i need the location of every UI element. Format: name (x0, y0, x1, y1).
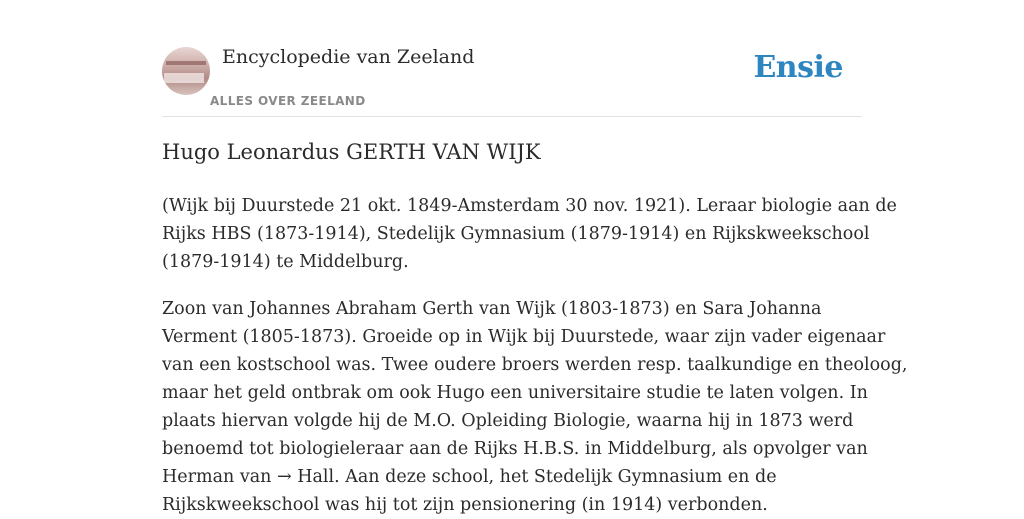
article-title: Hugo Leonardus GERTH VAN WIJK (162, 140, 541, 164)
paragraph-line: (Wijk bij Duurstede 21 okt. 1849-Amsterdam 30 nov. 1921). Leraar biologie aan de (162, 196, 897, 216)
paragraph-line: Zoon van Johannes Abraham Gerth van Wijk (1803-1873) en Sara Johanna (162, 299, 822, 319)
paragraph-line: Rijkskweekschool was hij tot zijn pensionering (in 1914) verbonden. (162, 495, 768, 515)
paragraph-line: van een kostschool was. Twee oudere broers werden resp. taalkundige en theoloog, (162, 355, 908, 375)
site-avatar[interactable] (162, 47, 210, 95)
paragraph-line: Verment (1805-1873). Groeide op in Wijk bij Duurstede, waar zijn vader eigenaar (162, 327, 886, 347)
article-paragraph-1 (162, 192, 897, 276)
site-header (162, 0, 862, 117)
article-paragraph-2 (162, 295, 908, 519)
paragraph-line-with-link[interactable]: Herman van → Hall. Aan deze school, het Stedelijk Gymnasium en de (162, 467, 777, 487)
paragraph-line: Rijks HBS (1873-1914), Stedelijk Gymnasium (1879-1914) en Rijkskweekschool (162, 224, 870, 244)
paragraph-line: benoemd tot biologieleraar aan de Rijks H.B.S. in Middelburg, als opvolger van (162, 439, 868, 459)
page-container (162, 0, 908, 515)
avatar-image-detail (166, 61, 206, 65)
paragraph-line: (1879-1914) te Middelburg. (162, 252, 409, 272)
ensie-logo-link[interactable]: Ensie (753, 50, 843, 85)
paragraph-line: maar het geld ontbrak om ook Hugo een universitaire studie te laten volgen. In (162, 383, 868, 403)
paragraph-line: plaats hiervan volgde hij de M.O. Opleiding Biologie, waarna hij in 1873 werd (162, 411, 854, 431)
site-tagline: ALLES OVER ZEELAND (210, 94, 366, 108)
avatar-image-detail-2 (164, 73, 204, 83)
site-title-link[interactable]: Encyclopedie van Zeeland (222, 46, 475, 68)
